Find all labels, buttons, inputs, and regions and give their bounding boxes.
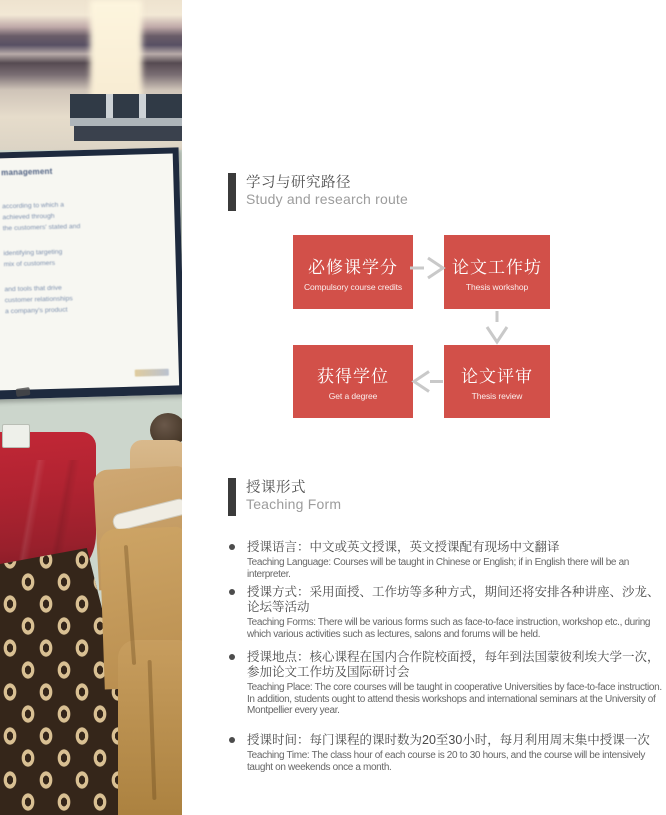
bullet-item-language	[228, 540, 664, 580]
arrow-left-head	[414, 372, 429, 392]
flow-box-label-zh: 论文评审	[461, 367, 533, 386]
wall-strip	[70, 118, 182, 126]
section-title-zh: 学习与研究路径	[246, 175, 351, 191]
window-band	[70, 94, 182, 118]
arrow-down-head	[487, 327, 507, 342]
slide-text-line: and tools that drive	[4, 284, 62, 294]
projection-screen	[0, 147, 182, 399]
bullet-dot	[229, 544, 235, 550]
window-mullion	[106, 94, 113, 118]
section-title-zh: 授课形式	[246, 480, 306, 496]
section-bar	[228, 478, 236, 516]
bullet-text-zh: 授课方式：采用面授、工作坊等多种方式，期间还将安排各种讲座、沙龙、论坛等活动	[247, 585, 660, 614]
flow-box-label-zh: 必修课学分	[308, 257, 398, 277]
bullet-text-zh: 授课地点：核心课程在国内合作院校面授，每年到法国蒙彼利埃大学一次，参加论文工作坊及国际研讨会	[247, 650, 660, 679]
bullet-dot	[229, 654, 235, 660]
flow-box-label-zh: 获得学位	[317, 367, 389, 386]
slide-content	[0, 154, 179, 391]
bullet-dot	[229, 589, 235, 595]
slide-logo	[135, 369, 169, 377]
bullet-item-forms	[228, 585, 664, 640]
bullet-text-en: Teaching Time: The class hour of each course is 20 to 30 hours, and the course will be intensively taught on weekends once a month.	[247, 750, 645, 773]
flow-box-label-en: Thesis workshop	[465, 281, 529, 292]
section-title-en: Study and research route	[246, 191, 409, 207]
slide-text-line: according to which a	[2, 201, 65, 211]
flow-box-label-zh: 论文工作坊	[452, 257, 542, 277]
slide-text-line: achieved through	[2, 212, 55, 222]
section-bar	[228, 173, 236, 211]
slide-text-line: a company's product	[4, 306, 68, 316]
flow-box-label-en: Thesis review	[471, 391, 523, 401]
flow-box-label-en: Get a degree	[328, 391, 378, 401]
bullet-dot	[229, 737, 235, 743]
slide-text-line: the customers' stated and	[2, 223, 81, 233]
arrow-right-head	[428, 258, 443, 278]
slide-text-line: customer relationships	[4, 295, 73, 305]
conference-room-photo	[0, 0, 182, 815]
window-mullion	[139, 94, 146, 118]
slide-text-line: mix of customers	[3, 259, 56, 269]
section-header-route	[228, 171, 558, 215]
bullet-text-en: Teaching Forms: There will be various forms such as face-to-face instruction, workshop etc., during which various activities such as lectures, salons and forums will be held.	[247, 617, 651, 640]
slide-title: management	[1, 166, 53, 178]
flow-arrows	[280, 225, 570, 430]
bullet-text-en: Teaching Place: The core courses will be taught in cooperative Universities by face-to-face instruction. In addition, students ought to attend thesis workshops and international seminars at the University of Montpellier every year.	[247, 682, 662, 716]
window-band	[74, 126, 182, 141]
bullet-text-zh: 授课时间：每门课程的课时数为20至30小时，每月利用周末集中授课一次	[247, 733, 650, 747]
section-header-teaching	[228, 476, 558, 520]
slide-text-line: identifying targeting	[3, 248, 63, 258]
section-title-en: Teaching Form	[246, 496, 342, 512]
flow-box-label-en: Compulsory course credits	[303, 281, 403, 292]
bullet-item-place	[228, 650, 664, 717]
bullet-text-zh: 授课语言：中文或英文授课，英文授课配有现场中文翻译	[247, 540, 560, 554]
table-device	[2, 424, 30, 448]
bullet-text-en: Teaching Language: Courses will be taught in Chinese or English; if in English there will be an interpreter.	[247, 557, 629, 580]
bullet-item-time	[228, 733, 664, 773]
